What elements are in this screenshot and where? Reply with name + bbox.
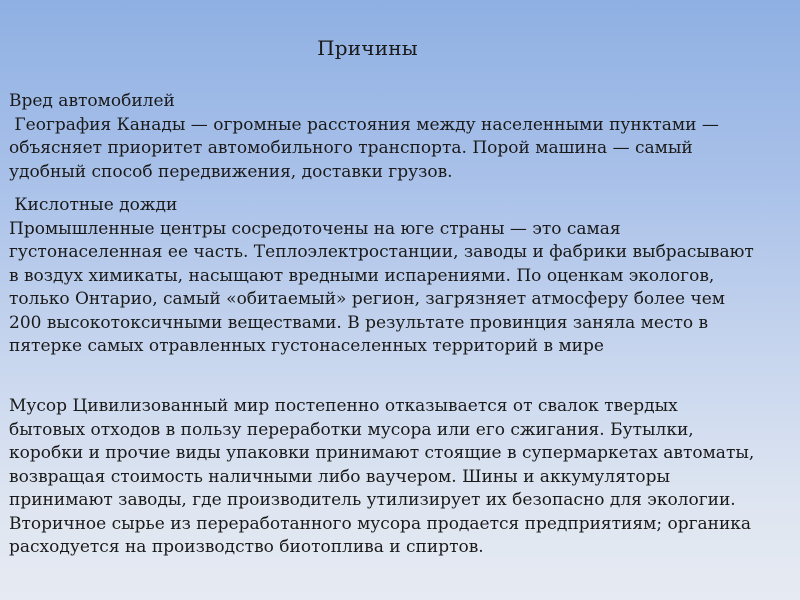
paragraph-line: Вторичное сырье из переработанного мусора продается предприятиям; органика (9, 513, 752, 534)
paragraph-line: коробки и прочие виды упаковки принимают стоящие в супермаркетах автоматы, (9, 443, 755, 463)
paragraph-line: Промышленные центры сосредоточены на юге страны — это самая (9, 218, 621, 239)
paragraph-line: Вред автомобилей (9, 91, 175, 111)
paragraph-line: густонаселенная ее часть. Теплоэлектростанции, заводы и фабрики выбрасывают (9, 242, 754, 262)
paragraph-acid-rain (9, 194, 789, 359)
paragraph-line: пятерке самых отравленных густонаселенных территорий в мире (9, 336, 604, 356)
paragraph-line: удобный способ передвижения, доставки грузов. (9, 161, 453, 182)
paragraph-line: Мусор Цивилизованный мир постепенно отказывается от свалок твердых (9, 396, 678, 416)
paragraph-line: 200 высокотоксичными веществами. В результате провинция заняла место в (9, 312, 709, 333)
paragraph-garbage (9, 395, 789, 560)
paragraph-line: принимают заводы, где производитель утилизирует их безопасно для экологии. (9, 490, 736, 510)
paragraph-line: расходуется на производство биотоплива и спиртов. (9, 537, 484, 557)
slide-title: Причины (317, 36, 418, 60)
paragraph-line: только Онтарио, самый «обитаемый» регион, загрязняет атмосферу более чем (9, 289, 726, 309)
paragraph-line: бытовых отходов в пользу переработки мусора или его сжигания. Бутылки, (9, 419, 694, 440)
paragraph-line: возвращая стоимость наличными либо ваучером. Шины и аккумуляторы (9, 466, 670, 487)
paragraph-car-harm (9, 90, 789, 184)
paragraph-line: Кислотные дожди (9, 195, 178, 215)
paragraph-line: География Канады — огромные расстояния между населенными пунктами — (9, 114, 719, 135)
paragraph-line: в воздух химикаты, насыщают вредными испарениями. По оценкам экологов, (9, 265, 715, 286)
paragraph-line: объясняет приоритет автомобильного транспорта. Порой машина — самый (9, 138, 693, 158)
